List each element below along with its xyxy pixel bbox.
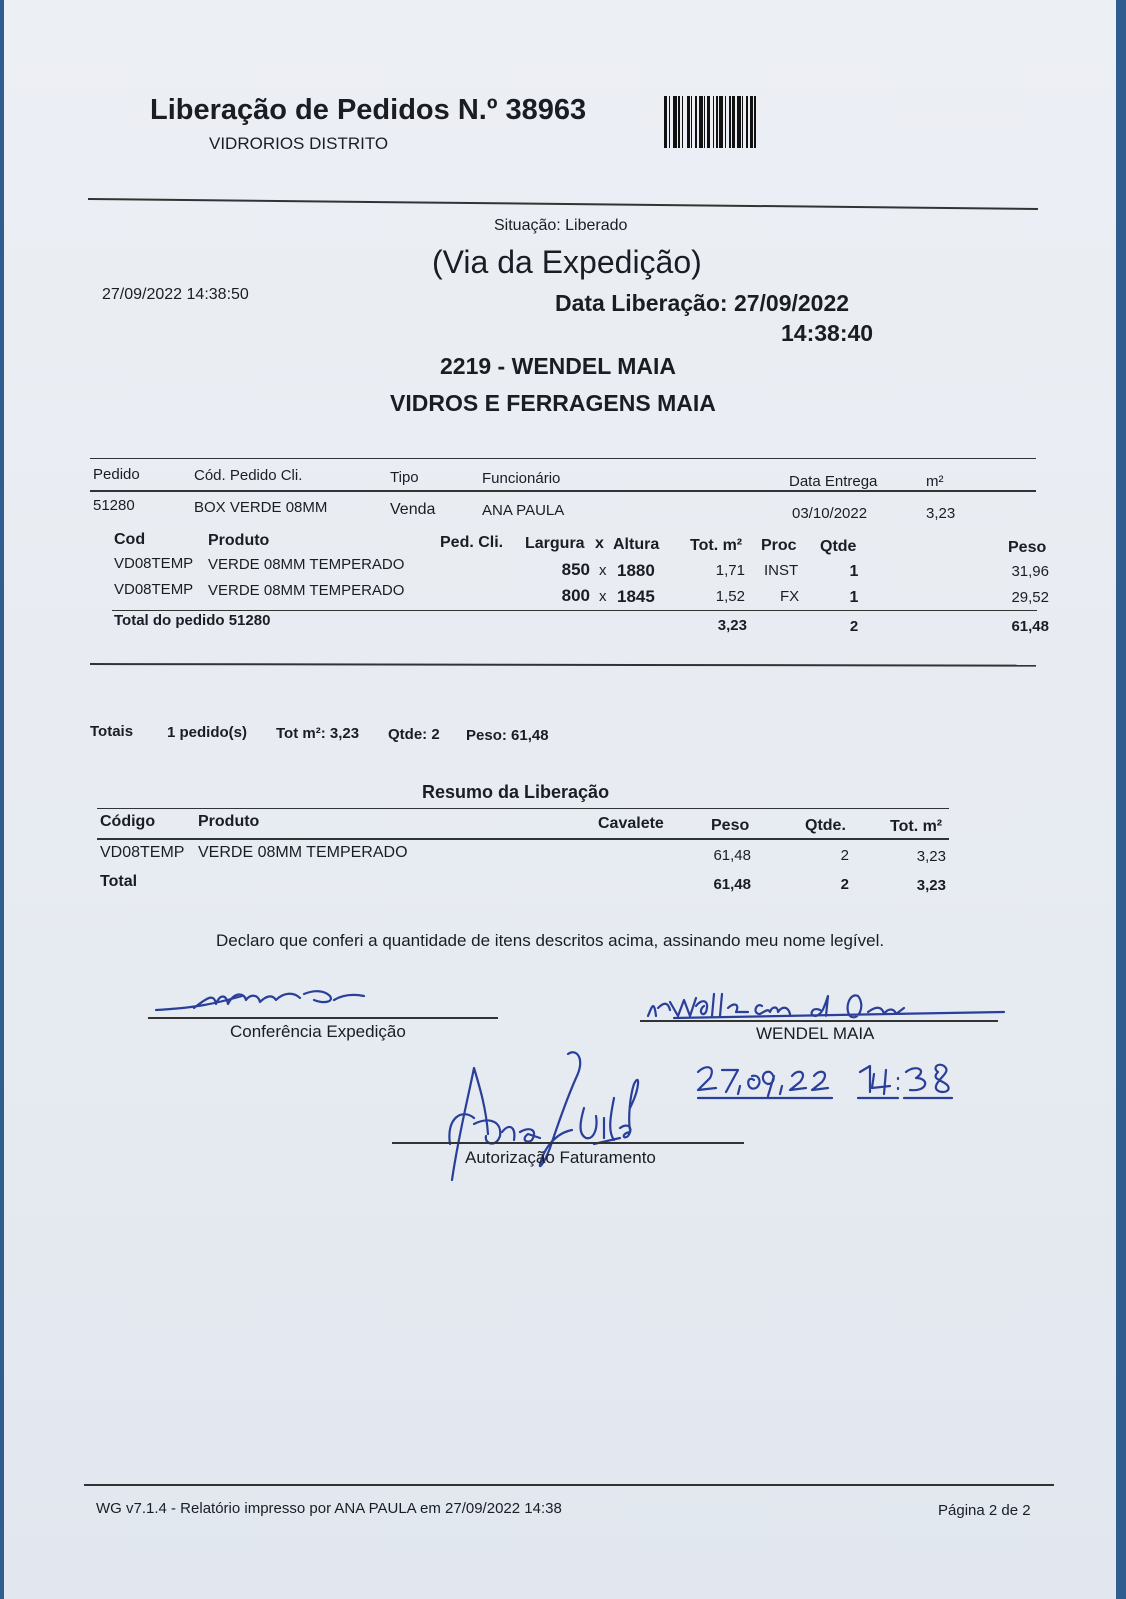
item-altura: 1880 [617, 561, 655, 580]
totals-m2: Tot m²: 3,23 [276, 725, 360, 742]
items-total-rule [112, 610, 1037, 611]
barcode-bar [756, 96, 760, 148]
totals-pedidos: 1 pedido(s) [167, 724, 248, 741]
item-largura: 800 [561, 586, 590, 605]
item-produto: VERDE 08MM TEMPERADO [208, 582, 405, 599]
item-qtde: 1 [849, 563, 859, 580]
summary-top-rule [97, 808, 949, 809]
signature-client [644, 988, 1014, 1024]
divider [90, 663, 1036, 667]
col-cod-pedido-cli: Cód. Pedido Cli. [194, 467, 303, 484]
col-m2: m² [926, 473, 944, 490]
summary-qtde: 2 [840, 847, 849, 864]
summary-col-tot-m2: Tot. m² [890, 818, 943, 835]
item-cod: VD08TEMP [114, 581, 194, 598]
footer-printed-by: WG v7.1.4 - Relatório impresso por ANA PAULA em 27/09/2022 14:38 [96, 1500, 562, 1517]
item-altura: 1845 [617, 587, 655, 606]
col-funcionario: Funcionário [482, 470, 561, 487]
item-qtde: 1 [849, 589, 859, 606]
autorizacao-label: Autorização Faturamento [465, 1148, 656, 1167]
col-produto: Produto [208, 532, 270, 549]
printed-datetime: 27/09/2022 14:38:50 [102, 286, 249, 303]
col-cod: Cod [114, 531, 146, 548]
item-peso: 31,96 [1011, 563, 1049, 580]
client-company: VIDROS E FERRAGENS MAIA [390, 390, 716, 416]
order-total-peso: 61,48 [1011, 618, 1049, 635]
order-cod-cli: BOX VERDE 08MM [194, 499, 328, 516]
summary-col-qtde: Qtde. [805, 817, 846, 834]
client-code-name: 2219 - WENDEL MAIA [440, 353, 677, 379]
item-tot-m2: 1,71 [715, 562, 745, 579]
summary-total-qtde: 2 [840, 876, 849, 893]
document-title: Liberação de Pedidos N.º 38963 [150, 94, 587, 126]
col-data-entrega: Data Entrega [789, 473, 878, 490]
table-top-rule [90, 458, 1036, 459]
order-total-qtde: 2 [849, 618, 859, 635]
summary-total-peso: 61,48 [713, 876, 751, 893]
signature-conferencia [154, 986, 384, 1016]
item-largura: 850 [561, 560, 590, 579]
col-qtde: Qtde [820, 538, 857, 555]
release-date: Data Liberação: 27/09/2022 [555, 290, 850, 316]
item-proc: FX [780, 588, 800, 605]
col-pedido: Pedido [93, 466, 140, 483]
item-x: x [599, 562, 607, 579]
signature-autorizacao [444, 1048, 684, 1190]
col-largura: Largura [525, 535, 585, 552]
totals-qtde: Qtde: 2 [388, 726, 440, 743]
col-altura: Altura [613, 536, 660, 553]
status-text: Situação: Liberado [494, 217, 628, 234]
summary-total-label: Total [100, 873, 138, 890]
summary-total-tot-m2: 3,23 [916, 877, 946, 894]
item-produto: VERDE 08MM TEMPERADO [208, 556, 405, 573]
order-funcionario: ANA PAULA [482, 502, 565, 519]
client-signature-label: WENDEL MAIA [756, 1024, 875, 1043]
release-time: 14:38:40 [781, 320, 874, 346]
summary-tot-m2: 3,23 [916, 848, 946, 865]
summary-col-cavalete: Cavalete [598, 815, 664, 832]
col-x: x [595, 535, 604, 552]
divider [88, 198, 1038, 210]
item-peso: 29,52 [1011, 589, 1049, 606]
summary-produto: VERDE 08MM TEMPERADO [198, 844, 408, 861]
summary-header-rule [97, 838, 949, 840]
footer-rule [84, 1484, 1054, 1486]
totals-peso: Peso: 61,48 [466, 727, 549, 744]
company-name: VIDRORIOS DISTRITO [209, 134, 389, 153]
copy-label: (Via da Expedição) [432, 244, 702, 280]
signature-line [640, 1020, 998, 1022]
summary-col-codigo: Código [100, 813, 156, 830]
summary-col-produto: Produto [198, 813, 260, 830]
item-tot-m2: 1,52 [715, 588, 745, 605]
col-tot-m2: Tot. m² [690, 537, 743, 554]
totals-label: Totais [90, 723, 134, 740]
document-page [4, 0, 1116, 1599]
order-tipo: Venda [390, 501, 436, 518]
summary-col-peso: Peso [711, 817, 750, 834]
item-proc: INST [764, 562, 799, 579]
col-proc: Proc [761, 537, 797, 554]
order-total-m2: 3,23 [717, 617, 747, 634]
order-m2: 3,23 [926, 505, 956, 522]
item-cod: VD08TEMP [114, 555, 194, 572]
col-ped-cli: Ped. Cli. [440, 534, 504, 551]
summary-codigo: VD08TEMP [100, 844, 185, 861]
barcode [664, 96, 836, 148]
signature-line [392, 1142, 744, 1144]
summary-title: Resumo da Liberação [422, 782, 610, 802]
table-header-rule [90, 490, 1036, 492]
signature-line [148, 1017, 498, 1019]
summary-peso: 61,48 [713, 847, 751, 864]
order-data-entrega: 03/10/2022 [792, 505, 868, 522]
item-x: x [599, 588, 607, 605]
declaration-text: Declaro que conferi a quantidade de itens descritos acima, assinando meu nome legível. [216, 931, 885, 950]
order-pedido: 51280 [93, 497, 135, 514]
handwritten-date [694, 1062, 984, 1110]
page-number: Página 2 de 2 [938, 1502, 1031, 1519]
col-tipo: Tipo [390, 469, 419, 486]
order-total-label: Total do pedido 51280 [114, 612, 271, 629]
conferencia-label: Conferência Expedição [230, 1022, 406, 1041]
col-peso: Peso [1008, 539, 1047, 556]
